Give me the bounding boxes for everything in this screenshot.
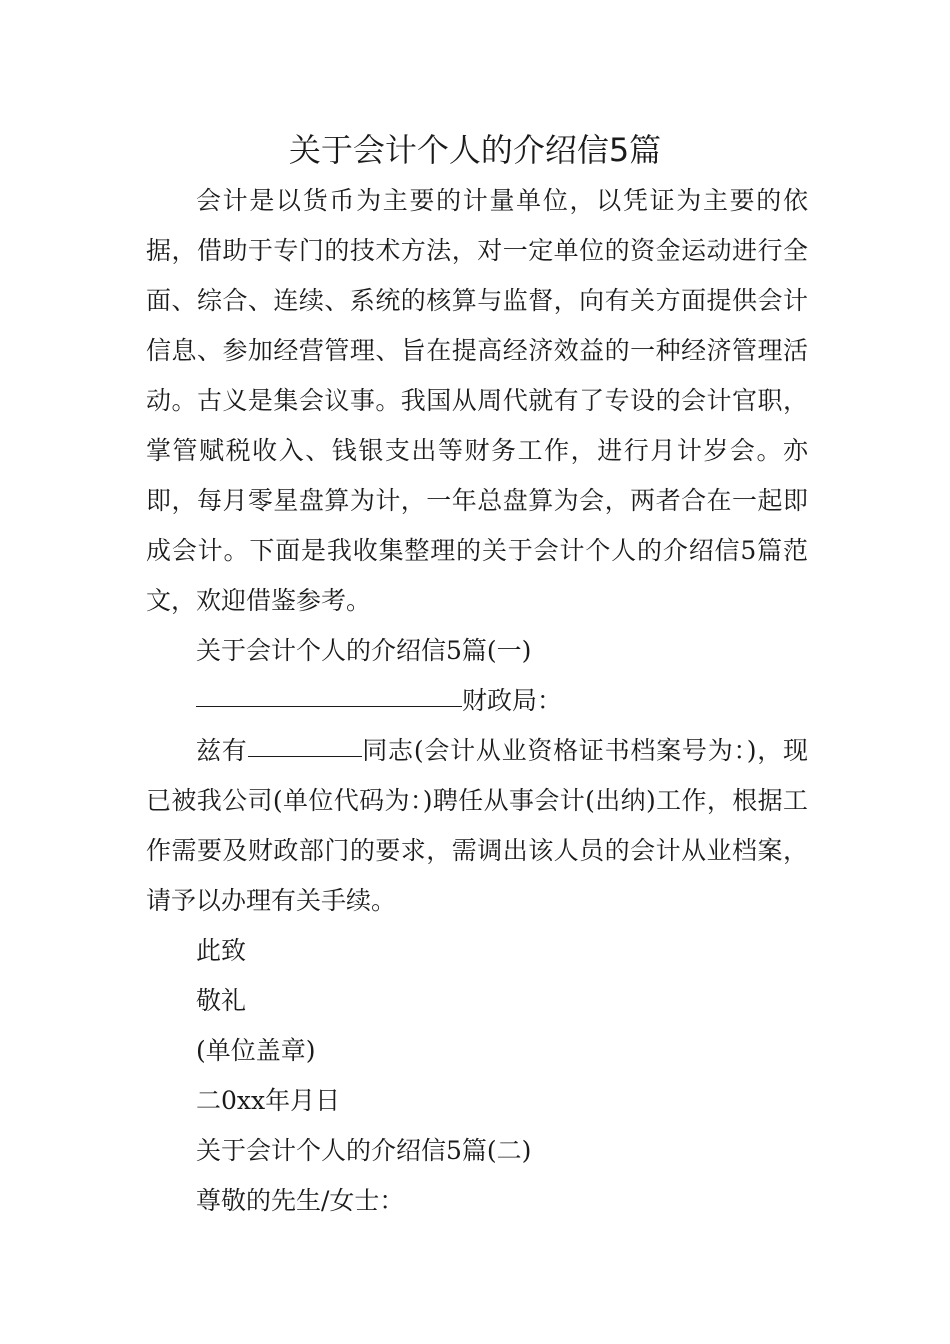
letter-body-paragraph <box>146 726 808 926</box>
document-body <box>146 176 808 1226</box>
intro-paragraph: 会计是以货币为主要的计量单位，以凭证为主要的依据，借助于专门的技术方法，对一定单位的资金运动进行全面、综合、连续、系统的核算与监督，向有关方面提供会计信息、参加经营管理、旨在提高经济效益的一种经济管理活动。古义是集会议事。我国从周代就有了专设的会计官职，掌管赋税收入、钱银支出等财务工作，进行月计岁会。亦即，每月零星盘算为计，一年总盘算为会，两者合在一起即成会计。下面是我收集整理的关于会计个人的介绍信5篇范文，欢迎借鉴参考。 <box>146 186 808 615</box>
name-blank <box>248 726 362 757</box>
closing-line-1: 此致 <box>196 936 247 965</box>
addressee-blank <box>196 676 462 707</box>
addressee-line <box>146 676 808 726</box>
seal-line: (单位盖章) <box>196 1036 316 1065</box>
body-prefix: 兹有 <box>196 736 248 765</box>
salutation-line: 尊敬的先生/女士： <box>196 1186 405 1215</box>
letter-heading-2: 关于会计个人的介绍信5篇(二) <box>196 1136 532 1165</box>
closing-line-2: 敬礼 <box>196 986 247 1015</box>
document-title: 关于会计个人的介绍信5篇 <box>288 131 662 169</box>
letter-heading-1: 关于会计个人的介绍信5篇(一) <box>196 636 532 665</box>
addressee-suffix: 财政局： <box>462 686 563 715</box>
body-rest: 同志(会计从业资格证书档案号为：)，现已被我公司(单位代码为：)聘任从事会计(出纳)工作，根据工作需要及财政部门的要求，需调出该人员的会计从业档案，请予以办理有关手续。 <box>146 736 808 915</box>
date-line: 二0xx年月日 <box>196 1086 341 1115</box>
